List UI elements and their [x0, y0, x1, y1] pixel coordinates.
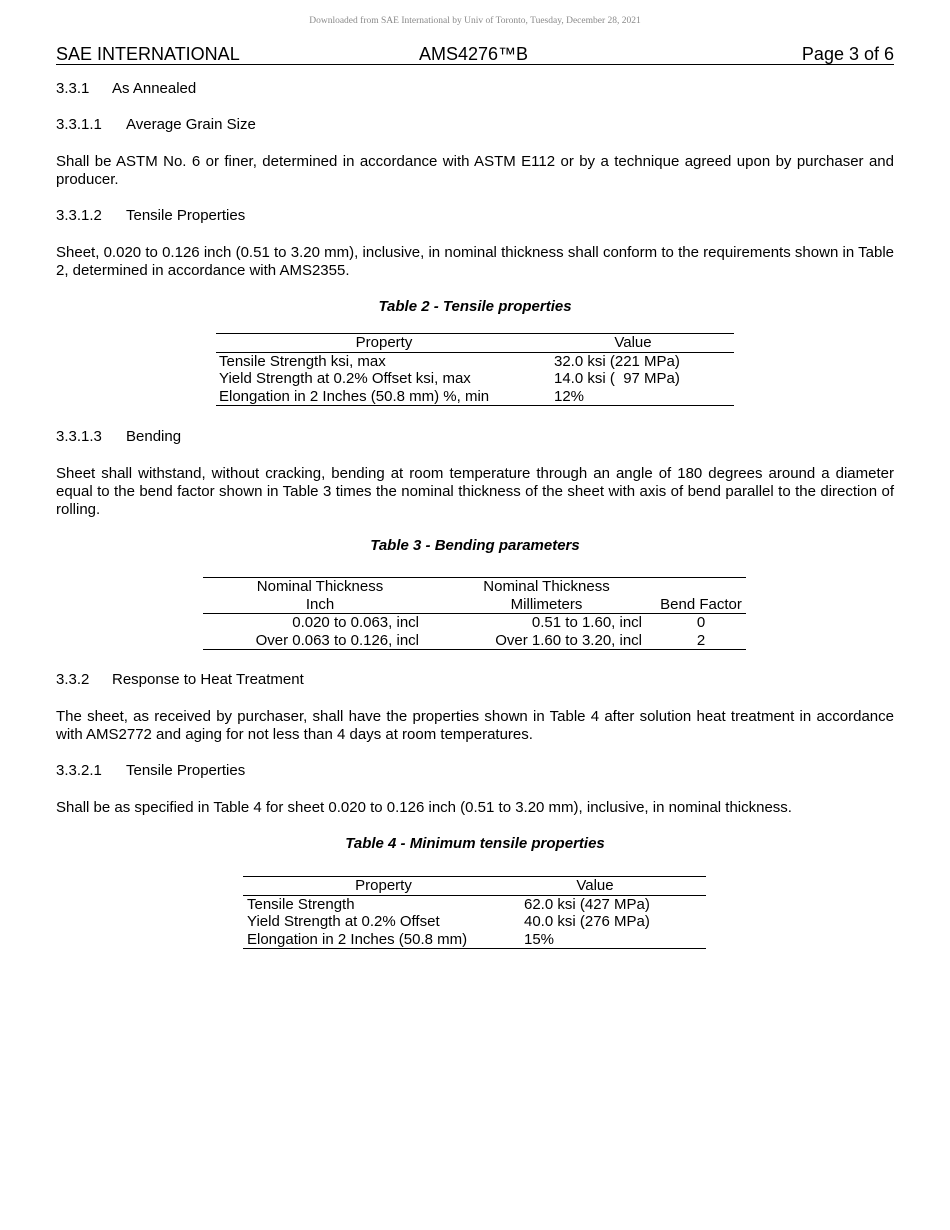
table-row — [203, 614, 746, 632]
table-row — [203, 632, 746, 650]
table-row — [216, 388, 734, 406]
table-row — [243, 931, 706, 949]
section-title: Response to Heat Treatment — [112, 671, 304, 688]
table-2-caption: Table 2 - Tensile properties — [378, 298, 572, 315]
table-cell: 2 — [696, 631, 706, 649]
document-number: AMS4276™B — [419, 44, 529, 64]
section-heading-3-3-2-1 — [56, 762, 245, 780]
section-number: 3.3.1.3 — [56, 428, 102, 445]
table-cell: 12% — [554, 387, 585, 405]
table-cell: Tensile Strength — [247, 895, 355, 913]
download-watermark: Downloaded from SAE International by Univ of Toronto, Tuesday, December 28, 2021 — [309, 16, 641, 26]
table-row — [216, 352, 734, 370]
table-4-minimum-tensile-properties — [243, 876, 706, 949]
table-cell: 0.51 to 1.60, incl — [531, 614, 642, 631]
table-cell: Yield Strength at 0.2% Offset ksi, max — [219, 370, 471, 387]
column-header-millimeters: Millimeters — [437, 596, 656, 614]
section-number: 3.3.1.2 — [56, 207, 102, 224]
publisher-name: SAE INTERNATIONAL — [56, 44, 240, 64]
table-3-caption: Table 3 - Bending parameters — [370, 537, 580, 554]
table-cell: 32.0 ksi (221 MPa) — [554, 352, 680, 370]
table-cell: 14.0 ksi ( 97 MPa) — [554, 370, 680, 387]
table-row — [216, 370, 734, 388]
page-number: Page 3 of 6 — [801, 44, 894, 64]
section-title: Tensile Properties — [126, 207, 246, 224]
page-header — [56, 44, 894, 65]
section-heading-3-3-2 — [56, 671, 304, 689]
table-header-row — [243, 877, 706, 896]
table-cell: 15% — [524, 930, 555, 948]
paragraph-grain-size: Shall be ASTM No. 6 or finer, determined in accordance with ASTM E112 or by a technique agreed upon by purchaser and producer. — [56, 153, 894, 188]
table-2-tensile-properties — [216, 333, 734, 406]
section-heading-3-3-1-1 — [56, 116, 256, 134]
column-header-bend-factor: Bend Factor — [656, 596, 746, 614]
table-cell: 62.0 ksi (427 MPa) — [524, 895, 650, 913]
column-header-value: Value — [552, 334, 734, 353]
section-title: Tensile Properties — [126, 762, 246, 779]
column-header-property: Property — [243, 877, 524, 896]
section-number: 3.3.1.1 — [56, 116, 102, 133]
section-heading-3-3-1-2 — [56, 207, 245, 225]
table-header-row — [203, 596, 746, 614]
table-row — [243, 913, 706, 931]
section-title: As Annealed — [112, 80, 197, 97]
table-cell: 0.020 to 0.063, incl — [292, 614, 419, 631]
column-header — [656, 578, 746, 596]
table-cell: Elongation in 2 Inches (50.8 mm) %, min — [219, 387, 490, 405]
section-heading-3-3-1 — [56, 80, 196, 98]
section-number: 3.3.2 — [56, 671, 90, 688]
column-header: Nominal Thickness — [256, 578, 384, 595]
paragraph-heat-treated-tensile: Shall be as specified in Table 4 for sheet 0.020 to 0.126 inch (0.51 to 3.20 mm), inclusive, in nominal thickness. — [56, 799, 792, 816]
table-header-row — [203, 578, 746, 596]
table-4-caption: Table 4 - Minimum tensile properties — [345, 835, 605, 852]
column-header-property: Property — [216, 334, 552, 353]
column-header-inch: Inch — [203, 596, 437, 614]
column-header-value: Value — [524, 877, 706, 896]
table-cell: Yield Strength at 0.2% Offset — [247, 913, 440, 930]
paragraph-heat-treatment: The sheet, as received by purchaser, shall have the properties shown in Table 4 after solution heat treatment in accordance with AMS2772 and aging for not less than 4 days at room temperatures. — [56, 708, 894, 743]
table-cell: Elongation in 2 Inches (50.8 mm) — [247, 930, 468, 948]
table-header-row — [216, 334, 734, 353]
column-header: Nominal Thickness — [483, 578, 610, 595]
section-title: Bending — [126, 428, 182, 445]
section-title: Average Grain Size — [126, 116, 256, 133]
table-cell: 40.0 ksi (276 MPa) — [524, 913, 650, 930]
section-number: 3.3.2.1 — [56, 762, 102, 779]
section-number: 3.3.1 — [56, 80, 90, 97]
section-heading-3-3-1-3 — [56, 428, 181, 446]
table-cell: Over 1.60 to 3.20, incl — [495, 631, 642, 649]
table-3-bending-parameters — [203, 577, 746, 650]
paragraph-bending: Sheet shall withstand, without cracking, bending at room temperature through an angle of 180 degrees around a diameter equal to the bend factor shown in Table 3 times the nominal thickness of the sheet with axis of bend parallel to the direction of rolling. — [56, 465, 894, 518]
table-cell: Over 0.063 to 0.126, incl — [255, 631, 419, 649]
table-cell: Tensile Strength ksi, max — [219, 352, 386, 370]
paragraph-tensile-properties: Sheet, 0.020 to 0.126 inch (0.51 to 3.20 mm), inclusive, in nominal thickness shall conform to the requirements shown in Table 2, determined in accordance with AMS2355. — [56, 244, 894, 279]
table-cell: 0 — [696, 614, 706, 631]
table-row — [243, 895, 706, 913]
